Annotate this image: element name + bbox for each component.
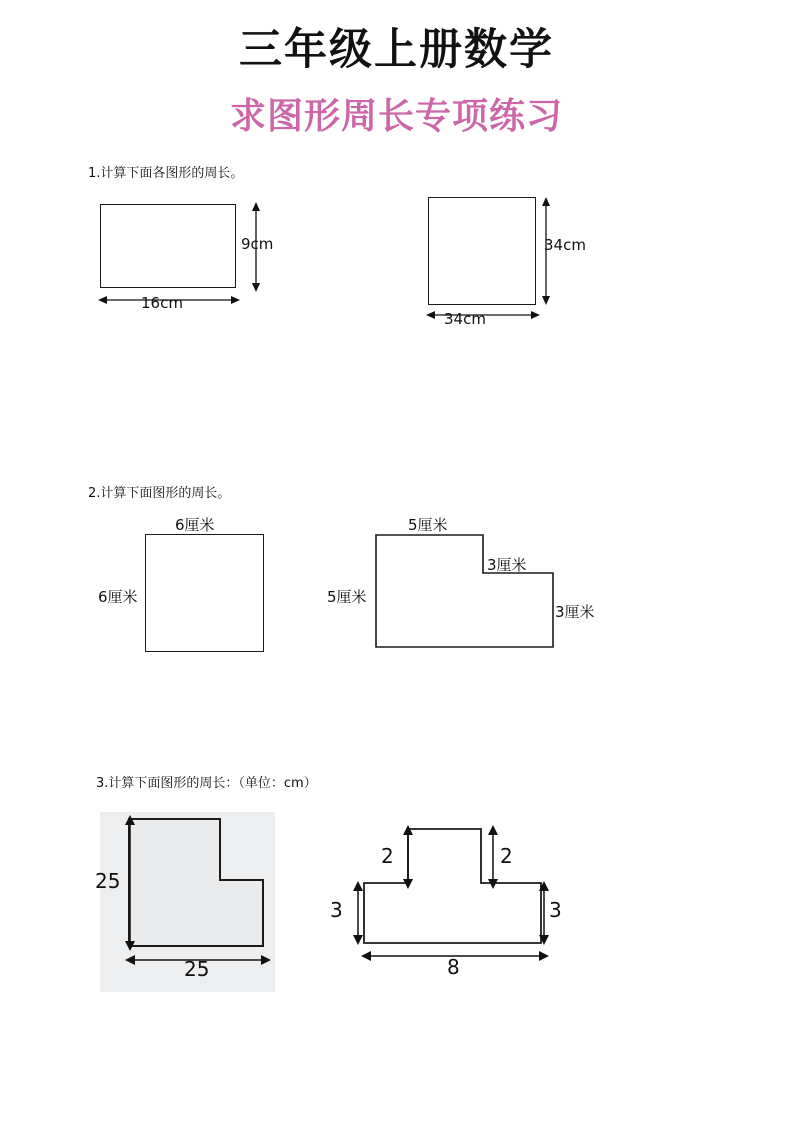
q2-square-top-label: 6厘米 [175,516,215,534]
q2-step-right-label: 3厘米 [555,603,595,621]
q3-l-shape [128,818,268,950]
q1-square [428,197,536,305]
q3-t-shape-right-label: 3 [549,898,562,922]
q1-rectangle-width-label: 16cm [141,294,183,312]
q3-l-shape-left-arrow [120,814,140,954]
question-3-heading: 3.计算下面图形的周长：（单位：cm） [96,776,317,791]
q3-t-shape-notch-right-label: 2 [500,844,513,868]
q2-step-top-right-label: 3厘米 [487,556,527,574]
q3-t-shape-left-label: 3 [330,898,343,922]
q1-rectangle-height-label: 9cm [241,235,274,253]
page-title: 三年级上册数学 [239,25,554,75]
q2-square [145,534,264,652]
q3-t-shape-bottom-label: 8 [447,955,460,979]
q3-l-shape-bottom-label: 25 [184,957,210,981]
q1-square-height-label: 34cm [544,236,586,254]
q1-rectangle [100,204,236,288]
page-subtitle: 求图形周长专项练习 [229,96,563,137]
q3-t-shape-notch-left-label: 2 [381,844,394,868]
q2-step-left-label: 5厘米 [327,588,367,606]
question-1-heading: 1.计算下面各图形的周长。 [88,166,244,181]
question-2-heading: 2.计算下面图形的周长。 [88,486,231,501]
q3-t-shape-notch-left-arrow [398,824,418,892]
q2-step-shape [375,534,555,654]
q2-square-left-label: 6厘米 [98,588,138,606]
q2-step-top-left-label: 5厘米 [408,516,448,534]
q1-square-width-label: 34cm [444,310,486,328]
q3-l-shape-left-label: 25 [95,869,121,893]
q3-t-shape-left-arrow [348,880,368,948]
